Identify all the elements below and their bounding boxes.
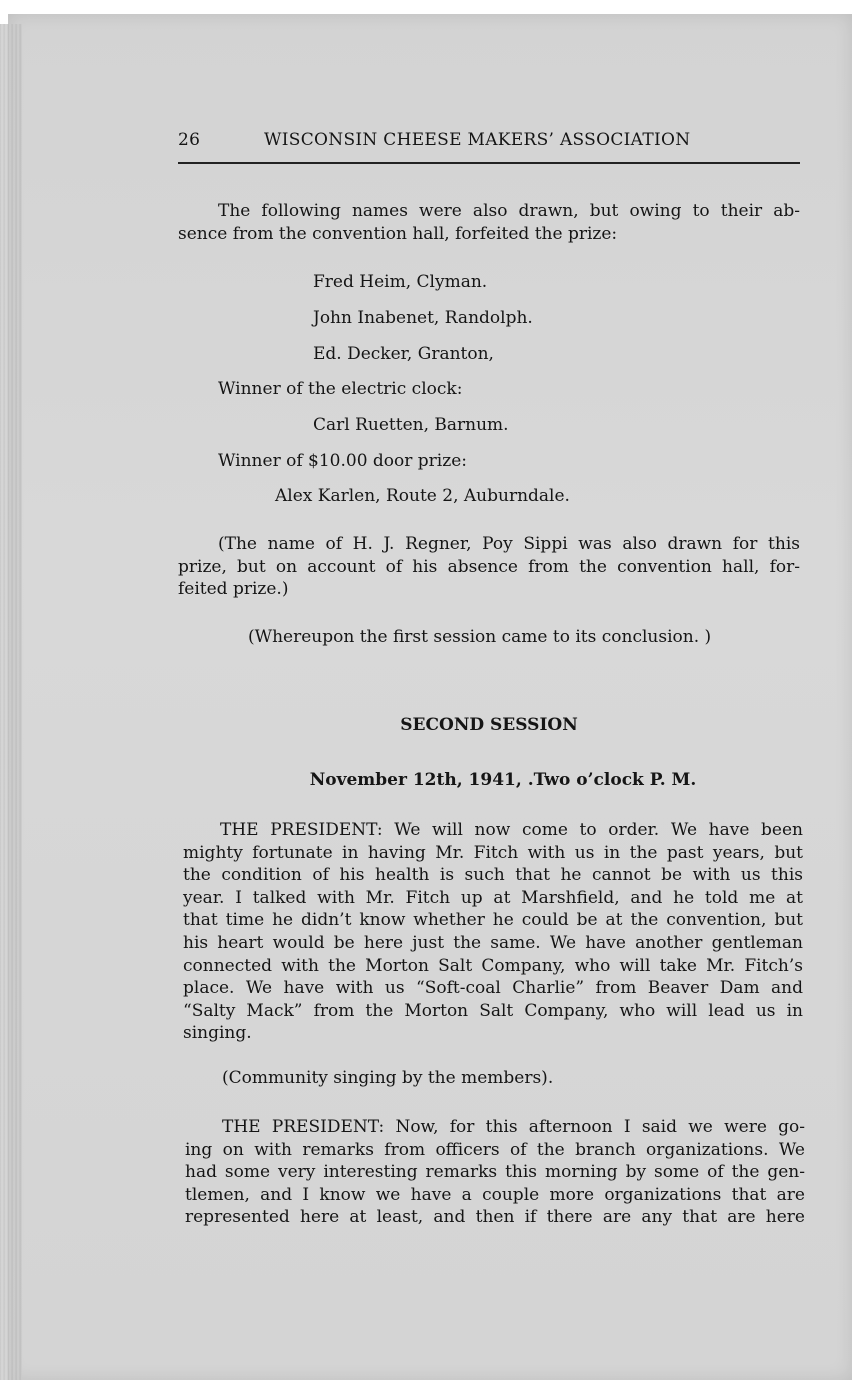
- paragraph-line: singing.: [183, 1023, 252, 1044]
- clock-winner-label: Winner of the electric clock:: [218, 379, 463, 399]
- clock-winner-name: Carl Ruetten, Barnum.: [313, 415, 509, 435]
- session-date: November 12th, 1941, .Two o’clock P. M.: [309, 770, 697, 790]
- header-rule: [178, 162, 800, 164]
- president-remarks-2: [185, 1116, 805, 1229]
- paragraph-line: sence from the convention hall, forfeited the prize:: [178, 223, 618, 244]
- intro-paragraph: [178, 200, 800, 245]
- paragraph-line: (The name of H. J. Regner, Poy Sippi was also drawn for this: [218, 534, 800, 554]
- paragraph-line: feited prize.): [178, 579, 289, 600]
- community-singing-note: (Community singing by the members).: [222, 1068, 554, 1088]
- paragraph-line: ing on with remarks from officers of the branch organizations. We: [185, 1139, 805, 1160]
- door-prize-winner: Alex Karlen, Route 2, Auburndale.: [275, 486, 570, 506]
- paragraph-line: place. We have with us “Soft-coal Charlie” from Beaver Dam and: [183, 978, 803, 999]
- header-title: WISCONSIN CHEESE MAKERS’ ASSOCIATION: [264, 130, 691, 150]
- forfeited-name: John Inabenet, Randolph.: [313, 308, 533, 328]
- paragraph-line: represented here at least, and then if there are any that are here: [185, 1207, 805, 1228]
- forfeited-name: Ed. Decker, Granton,: [313, 344, 494, 364]
- paragraph-line: had some very interesting remarks this morning by some of the gen-: [185, 1162, 805, 1183]
- regner-note: [178, 533, 800, 601]
- paragraph-line: The following names were also drawn, but owing to their ab-: [218, 201, 800, 221]
- page-binding-edge: [0, 24, 22, 1380]
- paragraph-line: his heart would be here just the same. We have another gentleman: [183, 932, 803, 953]
- paragraph-line: THE PRESIDENT: Now, for this afternoon I said we were go-: [222, 1117, 805, 1137]
- forfeited-name: Fred Heim, Clyman.: [313, 272, 488, 292]
- president-remarks-1: [183, 819, 803, 1045]
- page-number: 26: [178, 130, 201, 150]
- section-heading: SECOND SESSION: [400, 715, 578, 735]
- paragraph-line: tlemen, and I know we have a couple more organizations that are: [185, 1184, 805, 1205]
- paragraph-line: connected with the Morton Salt Company, who will take Mr. Fitch’s: [183, 955, 803, 976]
- paragraph-line: that time he didn’t know whether he could be at the convention, but: [183, 910, 803, 931]
- door-prize-label: Winner of $10.00 door prize:: [218, 451, 467, 471]
- paragraph-line: year. I talked with Mr. Fitch up at Marshfield, and he told me at: [183, 887, 803, 908]
- paragraph-line: mighty fortunate in having Mr. Fitch with us in the past years, but: [183, 842, 803, 863]
- running-header: [178, 130, 800, 156]
- paragraph-line: “Salty Mack” from the Morton Salt Company, who will lead us in: [183, 1000, 803, 1021]
- paragraph-line: THE PRESIDENT: We will now come to order. We have been: [220, 820, 803, 840]
- paragraph-line: the condition of his health is such that he cannot be with us this: [183, 865, 803, 886]
- session-conclusion-note: (Whereupon the first session came to its conclusion. ): [248, 627, 712, 647]
- paragraph-line: prize, but on account of his absence from the convention hall, for-: [178, 556, 800, 577]
